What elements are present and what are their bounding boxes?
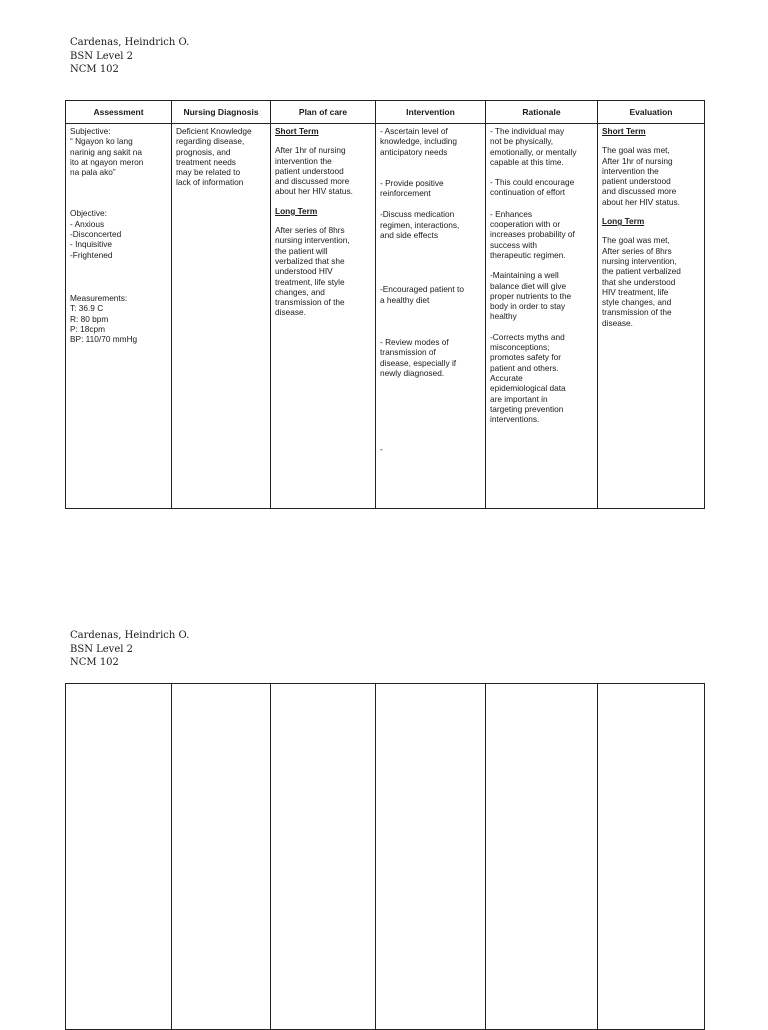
course-code: NCM 102	[70, 64, 119, 75]
rationale-item: - The individual may not be physically, emotionally, or mentally capable at this time.	[490, 126, 577, 167]
plan-short-term-label: Short Term	[275, 126, 319, 136]
student-name: Cardenas, Heindrich O.	[70, 630, 190, 641]
empty-care-plan-table	[65, 683, 705, 1030]
column-header-intervention: Intervention	[376, 101, 486, 124]
empty-cell	[598, 684, 705, 1030]
vital-signs: T: 36.9 C R: 80 bpm P: 18cpm BP: 110/70 mmHg	[70, 303, 138, 345]
plan-long-term-label: Long Term	[275, 205, 318, 216]
student-level: BSN Level 2	[70, 50, 133, 62]
empty-cell	[172, 684, 271, 1030]
empty-cell	[271, 684, 376, 1030]
rationale-cell	[486, 124, 598, 509]
assessment-cell	[66, 124, 172, 509]
intervention-item: -	[380, 444, 383, 455]
table-row	[66, 684, 705, 1030]
table-row	[66, 124, 705, 509]
rationale-item: -Corrects myths and misconceptions; promotes safety for patient and others. Accurate epidemiological data are important in targeting prevention interventions.	[490, 331, 566, 425]
nursing-diagnosis-cell	[172, 124, 271, 509]
column-header-plan-of-care: Plan of care	[271, 101, 376, 124]
empty-cell	[376, 684, 486, 1030]
intervention-item: - Review modes of transmission of disease, especially if newly diagnosed.	[380, 336, 457, 378]
column-header-assessment: Assessment	[66, 101, 172, 124]
intervention-item: -Encouraged patient to a healthy diet	[380, 284, 464, 305]
plan-of-care-cell	[271, 124, 376, 509]
diagnosis-text: Deficient Knowledge regarding disease, prognosis, and treatment needs may be related to lack of information	[176, 126, 252, 188]
student-level: BSN Level 2	[70, 643, 133, 655]
evaluation-short-term-label: Short Term	[602, 126, 646, 136]
intervention-cell	[376, 124, 486, 509]
rationale-item: - This could encourage continuation of effort	[490, 177, 575, 198]
column-header-nursing-diagnosis: Nursing Diagnosis	[172, 101, 271, 124]
objective-label: Objective:	[70, 208, 107, 219]
document-header	[70, 36, 189, 77]
evaluation-short-term-text: The goal was met, After 1hr of nursing intervention the patient understood and discussed more about her HIV status.	[602, 145, 680, 207]
intervention-item: - Provide positive reinforcement	[380, 177, 444, 199]
column-header-rationale: Rationale	[486, 101, 598, 124]
intervention-item: -Discuss medication regimen, interactions, and side effects	[380, 209, 460, 241]
plan-long-term-text: After series of 8hrs nursing intervention, the patient will verbalized that she understood HIV treatment, life style changes, and transmission of the disease.	[275, 225, 350, 318]
objective-findings: - Anxious -Disconcerted - Inquisitive -Frightened	[70, 218, 122, 260]
table-header-row	[66, 101, 705, 124]
subjective-statement: “ Ngayon ko lang narinig ang sakit na ito at ngayon meron na pala ako”	[70, 136, 144, 178]
course-code: NCM 102	[70, 657, 119, 668]
intervention-item: - Ascertain level of knowledge, including anticipatory needs	[380, 126, 458, 157]
rationale-item: -Maintaining a well balance diet will give proper nutrients to the body in order to stay healthy	[490, 270, 572, 322]
plan-short-term-text: After 1hr of nursing intervention the patient understood and discussed more about her HIV status.	[275, 145, 353, 197]
column-header-evaluation: Evaluation	[598, 101, 705, 124]
evaluation-long-term-text: The goal was met, After series of 8hrs nursing intervention, the patient verbalized that she understood HIV treatment, life style changes, and transmission of the disease.	[602, 235, 681, 328]
subjective-label: Subjective:	[70, 126, 111, 136]
document-header	[70, 629, 189, 670]
measurements-label: Measurements:	[70, 292, 128, 303]
empty-cell	[486, 684, 598, 1030]
rationale-item: - Enhances cooperation with or increases probability of success with therapeutic regimen.	[490, 208, 575, 260]
empty-cell	[66, 684, 172, 1030]
evaluation-long-term-label: Long Term	[602, 216, 645, 227]
nursing-care-plan-table	[65, 100, 705, 509]
evaluation-cell	[598, 124, 705, 509]
student-name: Cardenas, Heindrich O.	[70, 37, 190, 48]
